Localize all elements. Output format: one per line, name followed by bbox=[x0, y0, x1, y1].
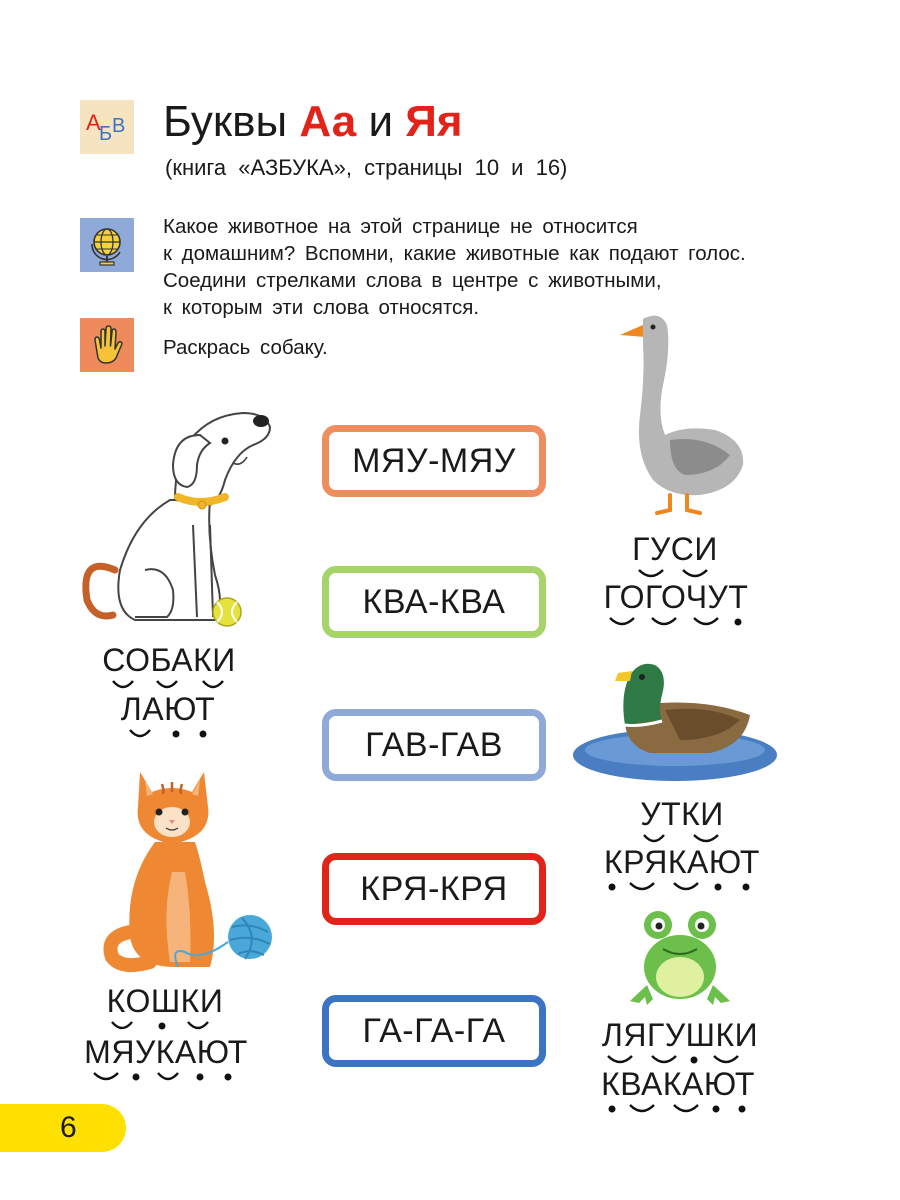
word-honk bbox=[598, 580, 754, 630]
word-honk-text: ГОГОЧУТ bbox=[603, 579, 749, 615]
page-title bbox=[163, 94, 463, 150]
instruction-line-1: Какое животное на этой странице не относится bbox=[163, 215, 638, 238]
syllable-marks-bark bbox=[118, 726, 218, 742]
sound-box-woof bbox=[322, 709, 546, 781]
globe-icon bbox=[80, 218, 134, 272]
sound-box-quack bbox=[322, 853, 546, 925]
instruction-line-3: Соедини стрелками слова в центре с животными, bbox=[163, 269, 662, 292]
dog-illustration bbox=[75, 405, 275, 635]
sound-box-honk bbox=[322, 995, 546, 1067]
sound-label-meow: МЯУ-МЯУ bbox=[352, 441, 516, 480]
word-cats-text: КОШКИ bbox=[106, 983, 224, 1019]
frog-illustration bbox=[625, 905, 735, 1010]
hand-icon bbox=[80, 318, 134, 372]
word-dogs bbox=[96, 643, 242, 693]
word-dogs-text: СОБАКИ bbox=[102, 642, 236, 678]
alphabet-letter-b: Б bbox=[99, 123, 113, 145]
word-bark bbox=[118, 692, 218, 742]
syllable-marks-cats bbox=[100, 1018, 230, 1034]
color-task-text: Раскрась собаку. bbox=[163, 336, 328, 359]
word-croak-text: КВАКАЮТ bbox=[601, 1066, 755, 1102]
instruction-line-2: к домашним? Вспомни, какие животные как подают голос. bbox=[163, 242, 746, 265]
word-ducks bbox=[632, 797, 732, 847]
title-letter-ya: Яя bbox=[405, 97, 463, 146]
sound-label-croak: КВА-КВА bbox=[362, 582, 506, 621]
title-conjunction: и bbox=[368, 97, 394, 146]
alphabet-icon bbox=[80, 100, 134, 154]
word-frogs bbox=[596, 1018, 764, 1068]
page-subtitle: (книга «АЗБУКА», страницы 10 и 16) bbox=[165, 155, 568, 180]
word-quack-text: КРЯКАЮТ bbox=[604, 844, 760, 880]
syllable-marks-quack bbox=[598, 879, 766, 895]
word-cats bbox=[100, 984, 230, 1034]
word-frogs-text: ЛЯГУШКИ bbox=[601, 1017, 759, 1053]
word-geese bbox=[625, 532, 725, 582]
syllable-marks-meow bbox=[82, 1069, 250, 1085]
word-bark-text: ЛАЮТ bbox=[120, 691, 216, 727]
sound-box-meow bbox=[322, 425, 546, 497]
word-meow bbox=[82, 1035, 250, 1085]
alphabet-letter-v: В bbox=[112, 115, 126, 137]
title-letter-a: Аа bbox=[299, 97, 357, 146]
duck-illustration bbox=[570, 645, 780, 785]
sound-box-croak bbox=[322, 566, 546, 638]
alphabet-letter-a: А bbox=[86, 110, 101, 135]
cat-illustration bbox=[100, 762, 285, 972]
goose-illustration bbox=[615, 305, 755, 520]
word-quack bbox=[598, 845, 766, 895]
syllable-marks-croak bbox=[598, 1101, 758, 1117]
sound-label-quack: КРЯ-КРЯ bbox=[360, 869, 508, 908]
title-prefix: Буквы bbox=[163, 97, 288, 146]
syllable-marks-honk bbox=[598, 614, 754, 630]
word-ducks-text: УТКИ bbox=[640, 796, 724, 832]
page-number: 6 bbox=[60, 1111, 77, 1144]
word-meow-text: МЯУКАЮТ bbox=[84, 1034, 248, 1070]
word-geese-text: ГУСИ bbox=[632, 531, 718, 567]
sound-label-honk: ГА-ГА-ГА bbox=[362, 1011, 506, 1050]
word-croak bbox=[598, 1067, 758, 1117]
instruction-line-4: к которым эти слова относятся. bbox=[163, 296, 480, 319]
sound-label-woof: ГАВ-ГАВ bbox=[365, 725, 503, 764]
